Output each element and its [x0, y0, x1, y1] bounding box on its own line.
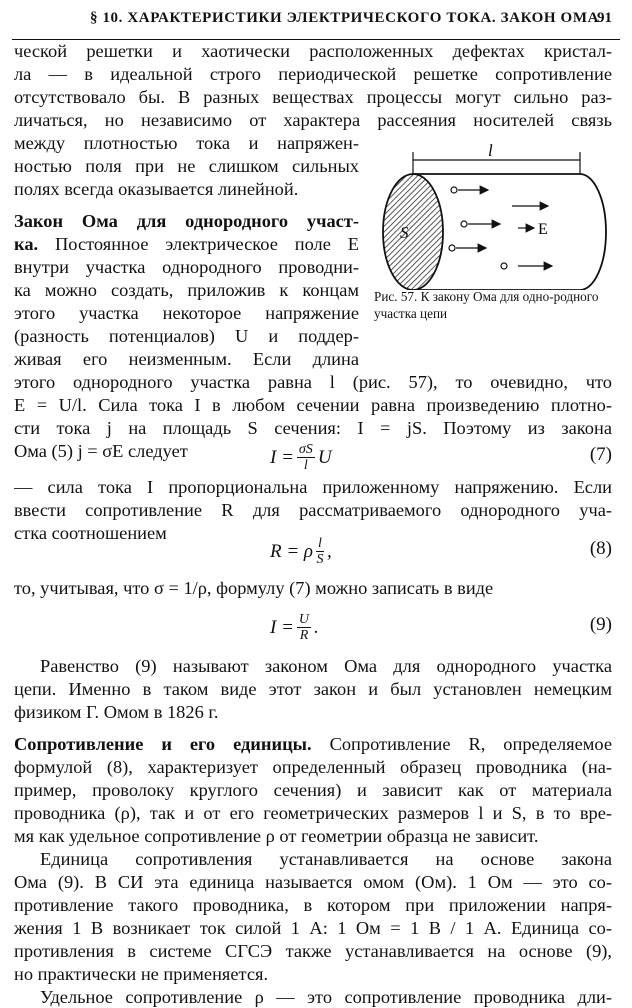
- text-line: полях всегда оказывается линейной.: [14, 179, 299, 199]
- text-line: отсутствовало бы. В разных веществах процессы могут сильно раз-: [14, 87, 612, 107]
- conductor-diagram: [368, 140, 618, 290]
- text-line: Удельное сопротивление ρ — это сопротивление проводника дли-: [40, 987, 612, 1007]
- text-line: ческой решетки и хаотически расположенных дефектах кристал-: [14, 41, 612, 61]
- charge-carrier: [461, 221, 467, 227]
- area-label: S: [400, 223, 409, 242]
- text-line: этого участка некоторое напряжение: [14, 303, 359, 323]
- eq7-fraction: [297, 442, 315, 473]
- eq8-rhs: ,: [326, 540, 332, 562]
- eq9-number: (9): [589, 614, 612, 635]
- section-heading-resistance: Сопротивление и его единицы.: [14, 734, 312, 754]
- text-line: Ома (9). В СИ эта единица называется омом (Ом). 1 Ом — это со-: [14, 872, 612, 892]
- text-line: между плотностью тока и напряжен-: [14, 133, 359, 153]
- text-line: то, учитывая, что σ = 1/ρ, формулу (7) можно записать в виде: [14, 578, 494, 598]
- text-line: мя как удельное сопротивление ρ от геометрии образца не зависит.: [14, 826, 539, 846]
- figure-caption: Рис. 57. К закону Ома для одно-родного участка цепи: [374, 289, 599, 321]
- eq9-rhs: .: [314, 616, 319, 638]
- eq8-fraction: [316, 536, 324, 567]
- eq8-number: (8): [589, 538, 612, 559]
- page-header: [0, 8, 632, 34]
- eq9-denominator: R: [299, 628, 309, 643]
- text-line: стка соотношением: [14, 523, 167, 543]
- section-heading-ohm-end: ка.: [14, 234, 39, 254]
- text-fragment: Постоянное электрическое поле E: [55, 234, 359, 254]
- text-line: [14, 733, 612, 755]
- page-number: 91: [597, 10, 612, 26]
- equation-8: [0, 526, 632, 570]
- text-line: личаться, но независимо от характера рассеяния носителей связь: [14, 110, 612, 130]
- cross-section-ellipse: [383, 174, 443, 290]
- text-line: физиком Г. Омом в 1826 г.: [14, 702, 219, 722]
- text-line: формулой (8), характеризует определенный образец проводника (на-: [14, 757, 612, 777]
- eq8-lhs: R = ρ: [270, 540, 314, 562]
- text-line: цепи. Именно в таком виде этот закон и был установлен немецким: [14, 679, 612, 699]
- text-line: ностью поля при не слишком сильных: [14, 156, 359, 176]
- text-line: проводника (ρ), так и от его геометрических размеров l и S, в то вре-: [14, 803, 612, 823]
- eq7-lhs: I =: [270, 446, 294, 468]
- section-heading-ohm: Закон Ома для однородного участ-: [14, 211, 359, 231]
- text-line: противление такого проводника, в котором при приложении напря-: [14, 895, 612, 915]
- text-line: сти тока j на площадь S сечения: I = jS. Поэтому из закона: [14, 418, 612, 438]
- charge-carrier: [501, 263, 507, 269]
- text-line: Равенство (9) называют законом Ома для однородного участка: [40, 656, 612, 676]
- eq7-denominator: l: [303, 458, 308, 473]
- eq7-number: (7): [589, 444, 612, 465]
- text-line: живая его неизменным. Если длина: [14, 349, 359, 369]
- eq9-numerator: U: [298, 612, 310, 627]
- text-line: [14, 233, 359, 255]
- eq9-lhs: I =: [270, 616, 294, 638]
- equation-7: [0, 432, 632, 476]
- charge-carrier: [449, 245, 455, 251]
- equation-9: [0, 602, 632, 646]
- text-line: E = U/l. Сила тока I в любом сечении равна произведению плотно-: [14, 395, 612, 415]
- text-line: ка можно создать, приложив к концам: [14, 280, 359, 300]
- running-head: § 10. ХАРАКТЕРИСТИКИ ЭЛЕКТРИЧЕСКОГО ТОКА. ЗАКОН ОМА: [90, 10, 600, 26]
- eq9-fraction: [297, 612, 311, 643]
- text-line: (разность потенциалов) U и поддер-: [14, 326, 359, 346]
- eq7-numerator: σS: [298, 442, 313, 457]
- text-line: пример, проволоку круглого сечения) и зависит как от материала: [14, 780, 612, 800]
- field-label: E: [538, 221, 548, 238]
- text-line: но практически не применяется.: [14, 964, 269, 984]
- text-line: ввести сопротивление R для рассматриваемого однородного уча-: [14, 500, 612, 520]
- eq8-denominator: S: [316, 552, 324, 567]
- text-line: противления в системе СГСЭ также устанавливается на основе (9),: [14, 941, 612, 961]
- text-line: этого однородного участка равна l (рис. 57), то очевидно, что: [14, 372, 612, 392]
- charge-carrier: [451, 187, 457, 193]
- eq7-rhs: U: [317, 446, 332, 468]
- text-line: Ома (5) j = σE следует: [14, 441, 188, 461]
- text-fragment: Сопротивление R, определяемое: [329, 734, 612, 754]
- text-line: ла — в идеальной строго периодической решетке сопротивление: [14, 64, 612, 84]
- eq8-numerator: l: [318, 536, 322, 551]
- text-line: Единица сопротивления устанавливается на основе закона: [40, 849, 612, 869]
- text-line: внутри участка однородного проводни-: [14, 257, 359, 277]
- text-line: — сила тока I пропорциональна приложенному напряжению. Если: [14, 477, 612, 497]
- length-label: l: [488, 141, 493, 160]
- text-line: жения 1 В возникает ток силой 1 А: 1 Ом = 1 В / 1 А. Единица со-: [14, 918, 612, 938]
